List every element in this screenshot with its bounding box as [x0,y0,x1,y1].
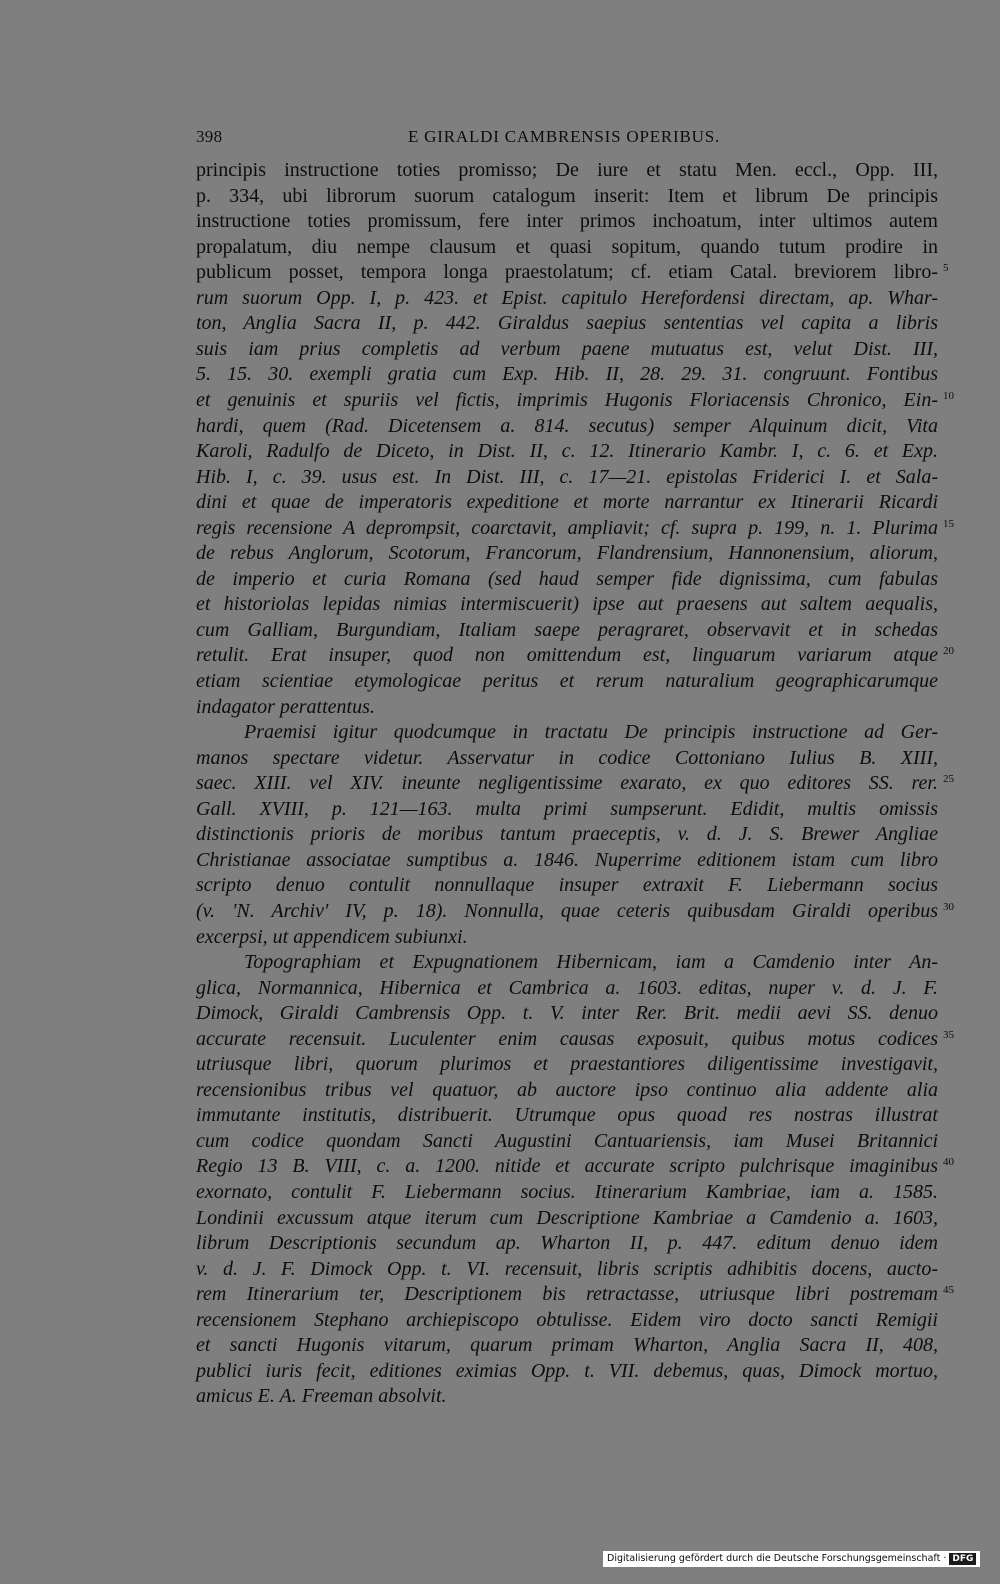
line-number: 25 [943,773,954,785]
text-line: rem Itinerarium ter, Descriptionem bis retractasse, utriusque libri postremam [196,1283,938,1305]
text-line: cum codice quondam Sancti Augustini Cantuariensis, iam Musei Britannici [196,1130,938,1152]
text-line: scripto denuo contulit nonnullaque insuper extraxit F. Liebermann socius [196,874,938,896]
line-number: 35 [943,1029,954,1041]
line-number: 15 [943,518,954,530]
text-line: saec. XIII. vel XIV. ineunte negligentissime exarato, ex quo editores SS. rer. [196,772,938,794]
text-line: instructione toties promissum, fere inter primos inchoatum, inter ultimos autem [196,210,938,232]
text-line: p. 334, ubi librorum suorum catalogum inserit: Item et librum De principis [196,185,938,207]
text-line: recensionibus tribus vel quatuor, ab auctore ipso continuo alia addente alia [196,1079,938,1101]
text-line: et sancti Hugonis vitarum, quarum primam Wharton, Anglia Sacra II, 408, [196,1334,938,1356]
text-line: propalatum, diu nempe clausum et quasi sopitum, quando tutum prodire in [196,236,938,258]
running-head: E GIRALDI CAMBRENSIS OPERIBUS. [407,127,721,146]
text-line: Karoli, Radulfo de Diceto, in Dist. II, c. 12. Itinerario Kambr. I, c. 6. et Exp. [196,440,938,462]
text-line: de imperio et curia Romana (sed haud semper fide dignissima, cum fabulas [196,568,938,590]
text-line: dini et quae de imperatoris expeditione et morte narrantur ex Itinerarii Ricardi [196,491,938,513]
page-header [196,127,932,153]
text-line: publici iuris fecit, editiones eximias Opp. t. VII. debemus, quas, Dimock mortuo, [196,1360,938,1382]
text-line: Topographiam et Expugnationem Hibernicam, iam a Camdenio inter An- [244,951,938,973]
text-line: suis iam prius completis ad verbum paene mutuatus est, velut Dist. III, [196,338,938,360]
text-line: ton, Anglia Sacra II, p. 442. Giraldus saepius sententias vel capita a libris [196,312,938,334]
text-line: distinctionis prioris de moribus tantum praeceptis, v. d. J. S. Brewer Angliae [196,823,938,845]
text-line: (v. 'N. Archiv' IV, p. 18). Nonnulla, quae ceteris quibusdam Giraldi operibus [196,900,938,922]
text-line: immutante institutis, distribuerit. Utrumque opus quoad res nostras illustrat [196,1104,938,1126]
text-line: glica, Normannica, Hibernica et Cambrica a. 1603. editas, nuper v. d. J. F. [196,977,938,999]
text-line: manos spectare videtur. Asservatur in codice Cottoniano Iulius B. XIII, [196,747,938,769]
text-line: principis instructione toties promisso; De iure et statu Men. eccl., Opp. III, [196,159,938,181]
text-line: librum Descriptionis secundum ap. Wharton II, p. 447. editum denuo idem [196,1232,938,1254]
text-line: cum Galliam, Burgundiam, Italiam saepe peragraret, observavit et in schedas [196,619,938,641]
text-line: Christianae associatae sumptibus a. 1846. Nuperrime editionem istam cum libro [196,849,938,871]
text-line: amicus E. A. Freeman absolvit. [196,1385,447,1407]
text-line: Regio 13 B. VIII, c. a. 1200. nitide et accurate scripto pulchrisque imaginibus [196,1155,938,1177]
line-number: 30 [943,901,954,913]
text-line: Praemisi igitur quodcumque in tractatu De principis instructione ad Ger- [244,721,938,743]
text-line: indagator perattentus. [196,696,375,718]
line-number: 10 [943,390,954,402]
line-number: 20 [943,645,954,657]
text-line: recensionem Stephano archiepiscopo obtulisse. Eidem viro docto sancti Remigii [196,1309,938,1331]
text-line: 5. 15. 30. exempli gratia cum Exp. Hib. II, 28. 29. 31. congruunt. Fontibus [196,363,938,385]
text-line: retulit. Erat insuper, quod non omittendum est, linguarum variarum atque [196,644,938,666]
text-line: accurate recensuit. Luculenter enim causas exposuit, quibus motus codices [196,1028,938,1050]
text-line: etiam scientiae etymologicae peritus et rerum naturalium geographicarumque [196,670,938,692]
text-line: et genuinis et spuriis vel fictis, imprimis Hugonis Floriacensis Chronico, Ein- [196,389,938,411]
line-number: 5 [943,262,949,274]
text-line: v. d. J. F. Dimock Opp. t. VI. recensuit, libris scriptis adhibitis docens, aucto- [196,1258,938,1280]
text-line: Londinii excussum atque iterum cum Descriptione Kambriae a Camdenio a. 1603, [196,1207,938,1229]
footer-credit-text: Digitalisierung gefördert durch die Deutsche Forschungsgemeinschaft · [607,1553,947,1564]
text-line: et historiolas lepidas nimias intermiscuerit) ipse aut praesens aut saltem aequalis, [196,593,938,615]
footer-credit [603,1551,980,1567]
text-line: regis recensione A deprompsit, coarctavit, ampliavit; cf. supra p. 199, n. 1. Plurima [196,517,938,539]
page-number: 398 [196,127,223,146]
text-line: de rebus Anglorum, Scotorum, Francorum, Flandrensium, Hannonensium, aliorum, [196,542,938,564]
text-line: excerpsi, ut appendicem subiunxi. [196,926,468,948]
text-line: Gall. XVIII, p. 121—163. multa primi sumpserunt. Edidit, multis omissis [196,798,938,820]
line-number: 40 [943,1156,954,1168]
text-line: Hib. I, c. 39. usus est. In Dist. III, c. 17—21. epistolas Friderici I. et Sala- [196,466,938,488]
text-line: rum suorum Opp. I, p. 423. et Epist. capitulo Herefordensi directam, ap. Whar- [196,287,938,309]
dfg-logo: DFG [949,1553,976,1565]
text-line: hardi, quem (Rad. Dicetensem a. 814. secutus) semper Alquinum dicit, Vita [196,415,938,437]
text-line: exornato, contulit F. Liebermann socius. Itinerarium Kambriae, iam a. 1585. [196,1181,938,1203]
text-line: utriusque libri, quorum plurimos et praestantiores diligentissime investigavit, [196,1053,938,1075]
text-line: Dimock, Giraldi Cambrensis Opp. t. V. inter Rer. Brit. medii aevi SS. denuo [196,1002,938,1024]
line-number: 45 [943,1284,954,1296]
text-line: publicum posset, tempora longa praestolatum; cf. etiam Catal. breviorem libro- [196,261,938,283]
